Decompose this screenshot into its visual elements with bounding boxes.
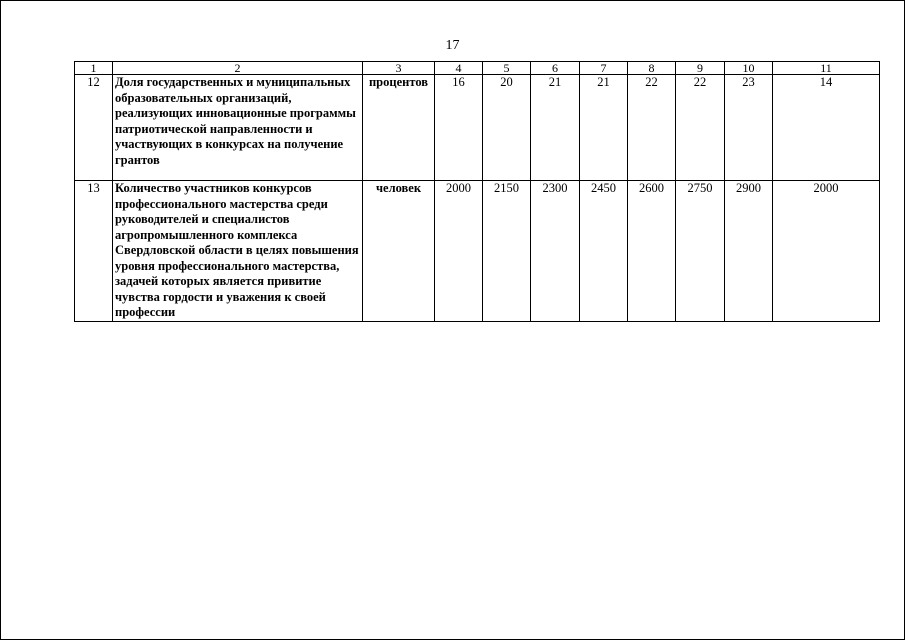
column-header: 4 [435,62,483,75]
value-cell: 2150 [483,181,531,322]
column-header: 2 [113,62,363,75]
column-header: 8 [628,62,676,75]
indicators-table [74,61,880,322]
table-row [75,75,880,181]
column-header: 1 [75,62,113,75]
value-cell: 22 [676,75,725,181]
value-cell: 2000 [773,181,880,322]
table-row [75,181,880,322]
value-cell: 2000 [435,181,483,322]
column-header: 5 [483,62,531,75]
value-cell: 16 [435,75,483,181]
row-number-cell: 12 [75,75,113,181]
value-cell: 21 [531,75,580,181]
column-header: 3 [363,62,435,75]
value-cell: 22 [628,75,676,181]
column-header: 11 [773,62,880,75]
value-cell: 2600 [628,181,676,322]
value-cell: 2900 [725,181,773,322]
value-cell: 21 [580,75,628,181]
page-number: 17 [445,38,460,53]
unit-cell: человек [363,181,435,322]
column-header: 7 [580,62,628,75]
value-cell: 20 [483,75,531,181]
value-cell: 14 [773,75,880,181]
value-cell: 23 [725,75,773,181]
value-cell: 2450 [580,181,628,322]
unit-cell: процентов [363,75,435,181]
value-cell: 2300 [531,181,580,322]
column-header: 6 [531,62,580,75]
value-cell: 2750 [676,181,725,322]
column-header: 9 [676,62,725,75]
row-number-cell: 13 [75,181,113,322]
table-header-row [75,62,880,75]
column-header: 10 [725,62,773,75]
indicator-name-cell: Количество участников конкурсов профессионального мастерства среди руководителей и специалистов агропромышленного комплекса Свердловской области в целях повышения уровня профессионального мастерства, задачей которых является привитие чувства гордости и уважения к своей профессии [113,181,363,322]
indicator-name-cell: Доля государственных и муниципальных образовательных организаций, реализующих инновационные программы патриотической направленности и участвующих в конкурсах на получение грантов [113,75,363,181]
